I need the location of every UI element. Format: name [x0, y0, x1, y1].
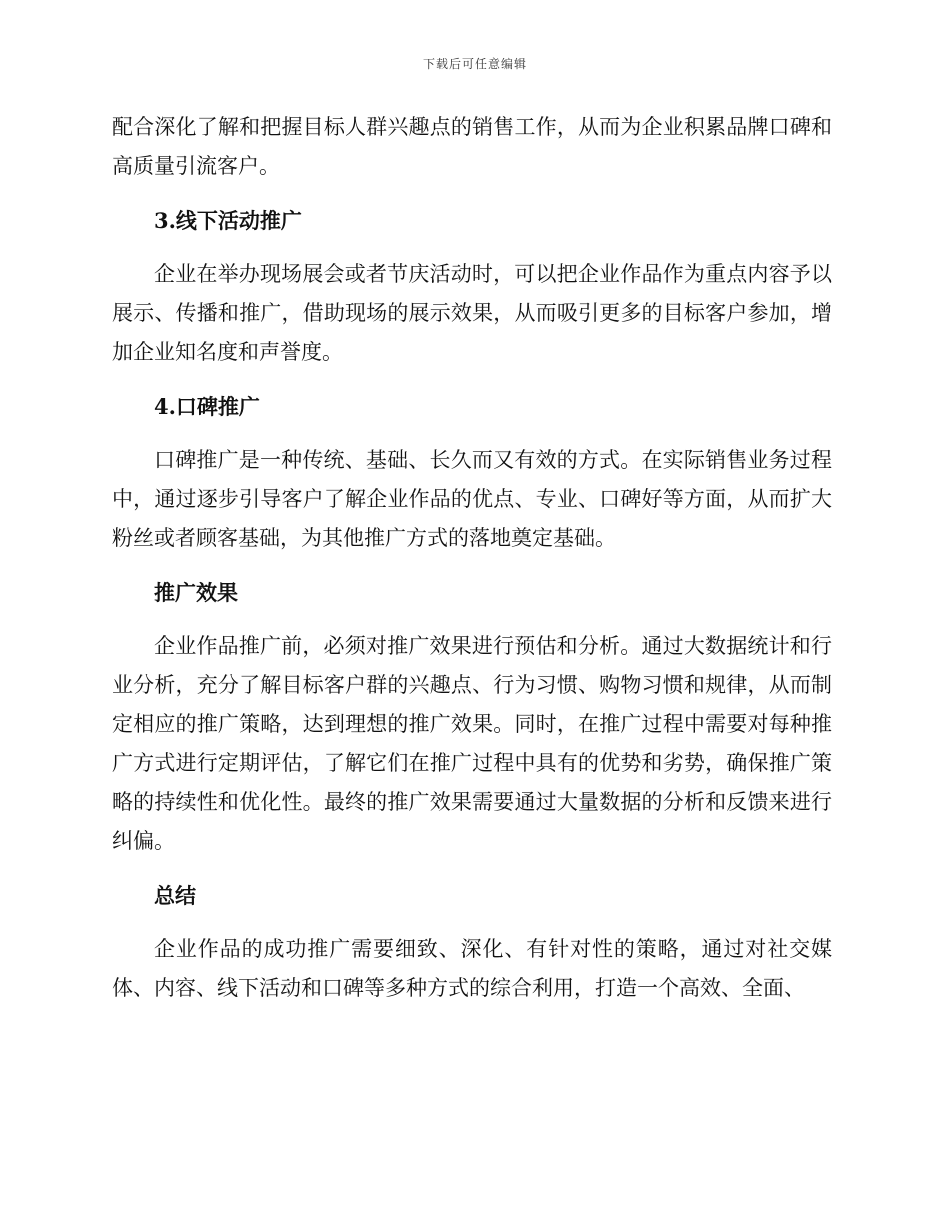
- paragraph-summary: 企业作品的成功推广需要细致、深化、有针对性的策略，通过对社交媒体、内容、线下活动和口碑等多种方式的综合利用，打造一个高效、全面、: [112, 937, 832, 1000]
- paragraph-offline-promotion: 企业在举办现场展会或者节庆活动时，可以把企业作品作为重点内容予以展示、传播和推广，借助现场的展示效果，从而吸引更多的目标客户参加，增加企业知名度和声誉度。: [112, 262, 832, 364]
- section-heading-promotion-effect: 推广效果: [154, 580, 238, 605]
- paragraph-promotion-effect: 企业作品推广前，必须对推广效果进行预估和分析。通过大数据统计和行业分析，充分了解目标客户群的兴趣点、行为习惯、购物习惯和规律，从而制定相应的推广策略，达到理想的推广效果。同时，在推广过程中需要对每种推广方式进行定期评估，了解它们在推广过程中具有的优势和劣势，确保推广策略的持续性和优化性。最终的推广效果需要通过大量数据的分析和反馈来进行纠偏。: [112, 634, 832, 853]
- section-heading-offline-promotion: 3.线下活动推广: [154, 208, 302, 233]
- page-header: 下载后可任意编辑: [422, 57, 527, 71]
- document-body: [112, 108, 832, 1008]
- section-heading-summary: 总结: [154, 883, 196, 908]
- paragraph-continuation: 配合深化了解和把握目标人群兴趣点的销售工作，从而为企业积累品牌口碑和高质量引流客户。: [112, 115, 832, 178]
- section-heading-word-of-mouth: 4.口碑推广: [154, 394, 260, 419]
- paragraph-word-of-mouth: 口碑推广是一种传统、基础、长久而又有效的方式。在实际销售业务过程中，通过逐步引导客户了解企业作品的优点、专业、口碑好等方面，从而扩大粉丝或者顾客基础，为其他推广方式的落地奠定基础。: [112, 448, 832, 550]
